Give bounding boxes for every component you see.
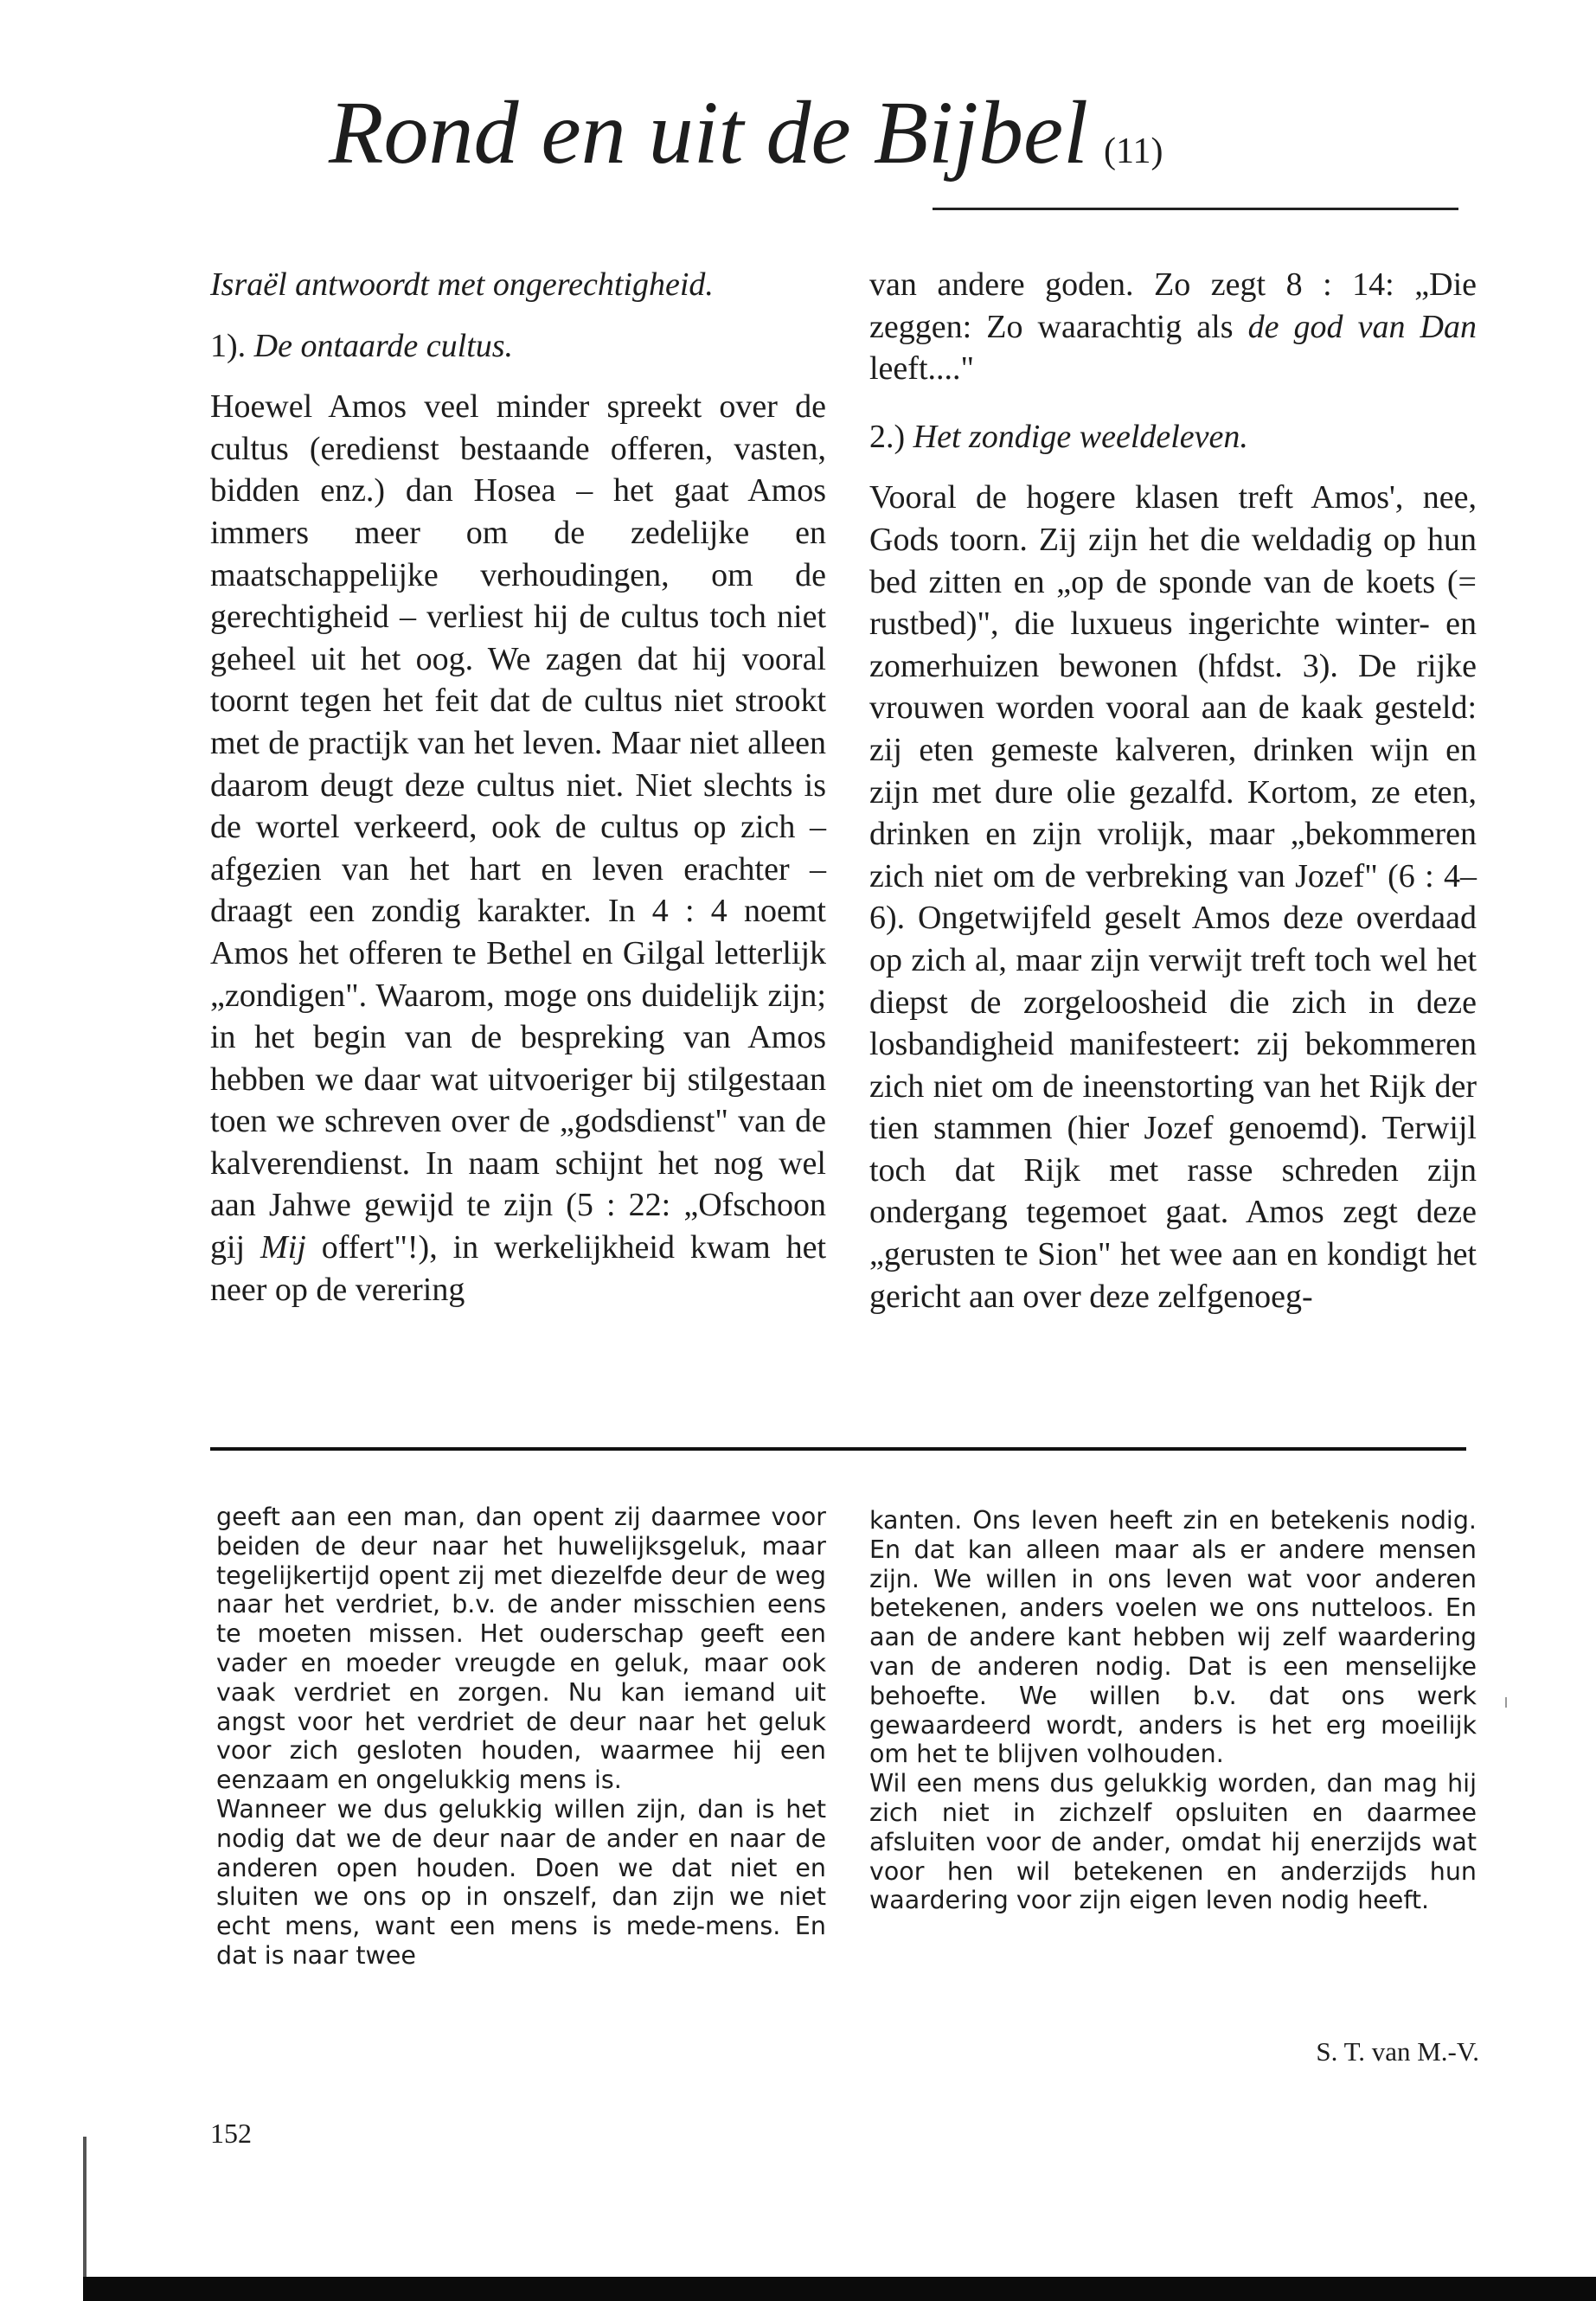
subheading-2-title: Het zondige weeldeleven.: [913, 418, 1248, 455]
subheading-2: [869, 416, 1477, 458]
title-text: Rond en uit de Bijbel: [329, 83, 1089, 183]
article-column-left: [210, 264, 826, 1311]
section-heading: Israël antwoordt met ongerechtigheid.: [210, 266, 714, 303]
page-title: [329, 80, 1367, 188]
subheading-1: [210, 325, 826, 368]
essay-paragraph: Wil een mens dus gelukkig worden, dan mag hij zich niet in zichzelf opsluiten en daarmee afsluiten voor de ander, omdat hij enerzijds wat voor hen wil betekenen en anderzijds hun waardering voor zijn eigen leven nodig heeft.: [869, 1769, 1477, 1915]
continued-text: van andere goden. Zo zegt 8 : 14: „Die zeggen: Zo waarachtig als: [869, 266, 1477, 345]
essay-paragraph: kanten. Ons leven heeft zin en betekenis nodig. En dat kan alleen maar als er andere mensen zijn. We willen in ons leven wat voor anderen betekenen, anders voelen we ons nutteloos. En aan de andere kant hebben wij zelf waardering van de anderen nodig. Dat is een menselijke behoefte. We willen b.v. dat ons werk gewaardeerd wordt, anders is het erg moeilijk om het te blijven volhouden.: [869, 1506, 1477, 1769]
margin-mark: [1505, 1697, 1507, 1708]
subheading-2-number: 2.): [869, 418, 906, 455]
subheading-1-title: De ontaarde cultus.: [253, 327, 514, 364]
scan-border: [83, 2277, 1596, 2301]
title-underline: [933, 208, 1458, 210]
essay-paragraph: geeft aan een man, dan opent zij daarmee voor beiden de deur naar het huwelijksgeluk, maar tegelijkertijd opent zij met diezelfde deur de weg naar het verdriet, b.v. de ander misschien eens te moeten missen. Het ouderschap geeft een vader en moeder vreugde en geluk, maar ook vaak verdriet en zorgen. Nu kan iemand uit angst voor het verdriet de deur naar het geluk voor zich gesloten houden, waarmee hij een eenzaam en ongelukkig mens is.: [216, 1503, 826, 1795]
author-signature: S. T. van M.-V.: [1316, 2036, 1479, 2067]
paragraph-1-end: offert"!), in werkelijkheid kwam het neer op de verering: [210, 1229, 827, 1308]
article-column-right: [869, 264, 1477, 1317]
page-number: 152: [210, 2118, 252, 2149]
article-paragraph-continued: [869, 264, 1477, 390]
paragraph-1-text: Hoewel Amos veel minder spreekt over de cultus (eredienst bestaande offeren, vasten, bidden enz.) dan Hosea – het gaat Amos immers meer om de zedelijke en maatschappelijke verhoudingen, om de gerechtigheid – verliest hij de cultus toch niet geheel uit het oog. We zagen dat hij vooral toornt tegen het feit dat de cultus niet strookt met de practijk van het leven. Maar niet alleen daarom deugt deze cultus niet. Niet slechts is de wortel verkeerd, ook de cultus op zich – afgezien van het hart en leven erachter – draagt een zondig karakter. In 4 : 4 noemt Amos het offeren te Bethel en Gilgal letterlijk „zondigen". Waarom, moge ons duidelijk zijn; in het begin van de bespreking van Amos hebben we daar wat uitvoeriger bij stilgestaan toen we schreven over de „godsdienst" van de kalverendienst. In naam schijnt het nog wel aan Jahwe gewijd te zijn (5 : 22: „Ofschoon gij: [210, 388, 826, 1266]
continued-end: leeft....": [869, 350, 975, 388]
essay-column-left: [216, 1503, 826, 1971]
subheading-1-number: 1).: [210, 327, 247, 364]
paragraph-1-emphasis: Mij: [260, 1229, 306, 1266]
title-part-number: (11): [1104, 131, 1163, 171]
article-paragraph-1: [210, 386, 826, 1311]
essay-column-right: [869, 1506, 1477, 1915]
essay-paragraph: Wanneer we dus gelukkig willen zijn, dan is het nodig dat we de deur naar de ander en naar de anderen open houden. Doen we dat niet en sluiten we ons op in onszelf, dan zijn we niet echt mens, want een mens is mede-mens. En dat is naar twee: [216, 1794, 826, 1970]
article-paragraph-2: Vooral de hogere klasen treft Amos', nee, Gods toorn. Zij zijn het die weldadig op hun bed zitten en „op de sponde van de koets (= rustbed)", die luxueus ingerichte winter- en zomerhuizen bewonen (hfdst. 3). De rijke vrouwen worden vooral aan de kaak gesteld: zij eten gemeste kalveren, drinken wijn en zijn met dure olie gezalfd. Kortom, ze eten, drinken en zijn vrolijk, maar „bekommeren zich niet om de verbreking van Jozef" (6 : 4–6). Ongetwijfeld geselt Amos deze overdaad op zich al, maar zijn verwijt treft toch wel het diepst de zorgeloosheid die zich in deze losbandigheid manifesteert: zij bekommeren zich niet om de ineenstorting van het Rijk der tien stammen (hier Jozef genoemd). Terwijl toch dat Rijk met rasse schreden zijn ondergang tegemoet gaat. Amos zegt deze „gerusten te Sion" het wee aan en kondigt het gericht aan over deze zelfgenoeg-: [869, 479, 1477, 1315]
continued-emphasis: de god van Dan: [1247, 308, 1477, 345]
section-divider: [210, 1447, 1466, 1451]
